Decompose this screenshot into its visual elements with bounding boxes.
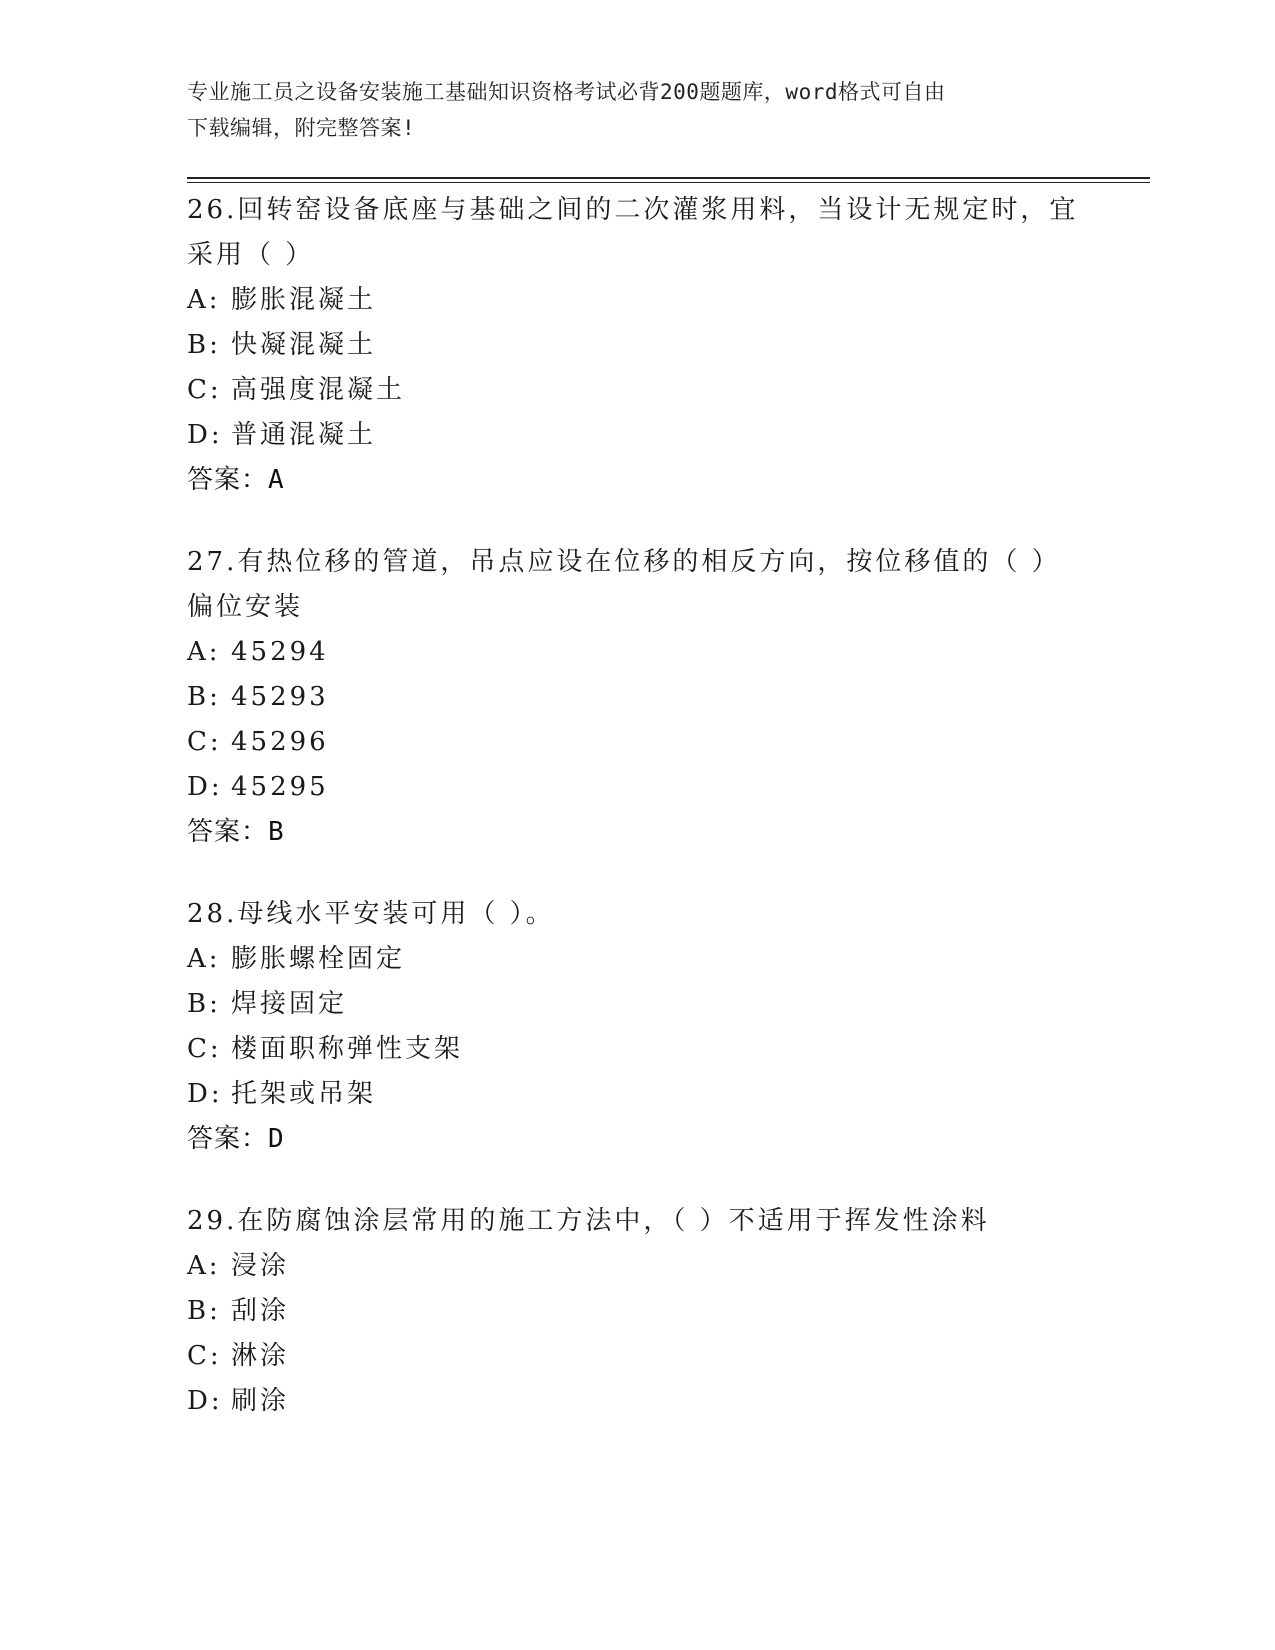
question-stem-line-1: 26.回转窑设备底座与基础之间的二次灌浆用料，当设计无规定时，宜 [187,195,1079,225]
option-key: A: [187,637,221,667]
option-text: 普通混凝土 [231,420,377,450]
option-key: D: [187,420,223,450]
option-text: 膨胀混凝土 [231,285,377,315]
question-29 [187,1199,1087,1424]
option-a [187,630,1087,675]
option-key: B: [187,682,221,712]
document-header [187,74,1067,146]
option-c [187,1027,1087,1072]
option-text: 淋涂 [231,1341,290,1371]
question-stem-line-1: 28.母线水平安装可用（ ）。 [187,899,555,929]
option-key: A: [187,285,221,315]
question-stem-line-2: 偏位安装 [187,592,304,622]
question-stem-line-1: 27.有热位移的管道，吊点应设在位移的相反方向，按位移值的（ ） [187,547,1061,577]
option-text: 楼面职称弹性支架 [231,1034,464,1064]
option-key: C: [187,727,222,757]
option-text: 45295 [231,772,329,802]
question-stem-line-1: 29.在防腐蚀涂层常用的施工方法中，（ ）不适用于挥发性涂料 [187,1206,990,1236]
option-text: 45293 [231,682,329,712]
option-d [187,765,1087,810]
option-text: 浸涂 [231,1251,290,1281]
option-text: 刮涂 [231,1296,290,1326]
header-line-1: 专业施工员之设备安装施工基础知识资格考试必背200题题库，word格式可自由 [187,80,946,104]
option-text: 焊接固定 [231,989,348,1019]
question-26 [187,188,1087,503]
question-stem-line-2: 采用（ ） [187,240,315,270]
option-b [187,323,1087,368]
option-b [187,1289,1087,1334]
answer-line: 答案：D [187,1124,285,1154]
option-key: D: [187,772,223,802]
option-key: B: [187,330,221,360]
option-c [187,720,1087,765]
option-c [187,368,1087,413]
option-text: 45294 [231,637,329,667]
question-28 [187,892,1087,1162]
option-d [187,1379,1087,1424]
option-text: 快凝混凝土 [231,330,377,360]
option-key: B: [187,1296,221,1326]
option-a [187,937,1087,982]
option-a [187,1244,1087,1289]
option-key: D: [187,1386,223,1416]
option-c [187,1334,1087,1379]
option-key: C: [187,1341,222,1371]
option-text: 托架或吊架 [231,1079,377,1109]
option-key: A: [187,1251,221,1281]
option-key: B: [187,989,221,1019]
answer-line: 答案：B [187,817,285,847]
option-b [187,675,1087,720]
option-text: 刷涂 [231,1386,290,1416]
header-divider-thick [187,177,1150,179]
option-b [187,982,1087,1027]
option-key: A: [187,944,221,974]
option-d [187,413,1087,458]
option-text: 45296 [231,727,329,757]
header-divider-thin [187,182,1150,183]
option-d [187,1072,1087,1117]
option-key: C: [187,375,222,405]
option-text: 膨胀螺栓固定 [231,944,406,974]
answer-line: 答案：A [187,465,285,495]
option-text: 高强度混凝土 [231,375,406,405]
option-key: C: [187,1034,222,1064]
question-list [187,188,1087,1461]
option-key: D: [187,1079,223,1109]
header-line-2: 下载编辑，附完整答案! [187,116,416,140]
question-27 [187,540,1087,855]
option-a [187,278,1087,323]
